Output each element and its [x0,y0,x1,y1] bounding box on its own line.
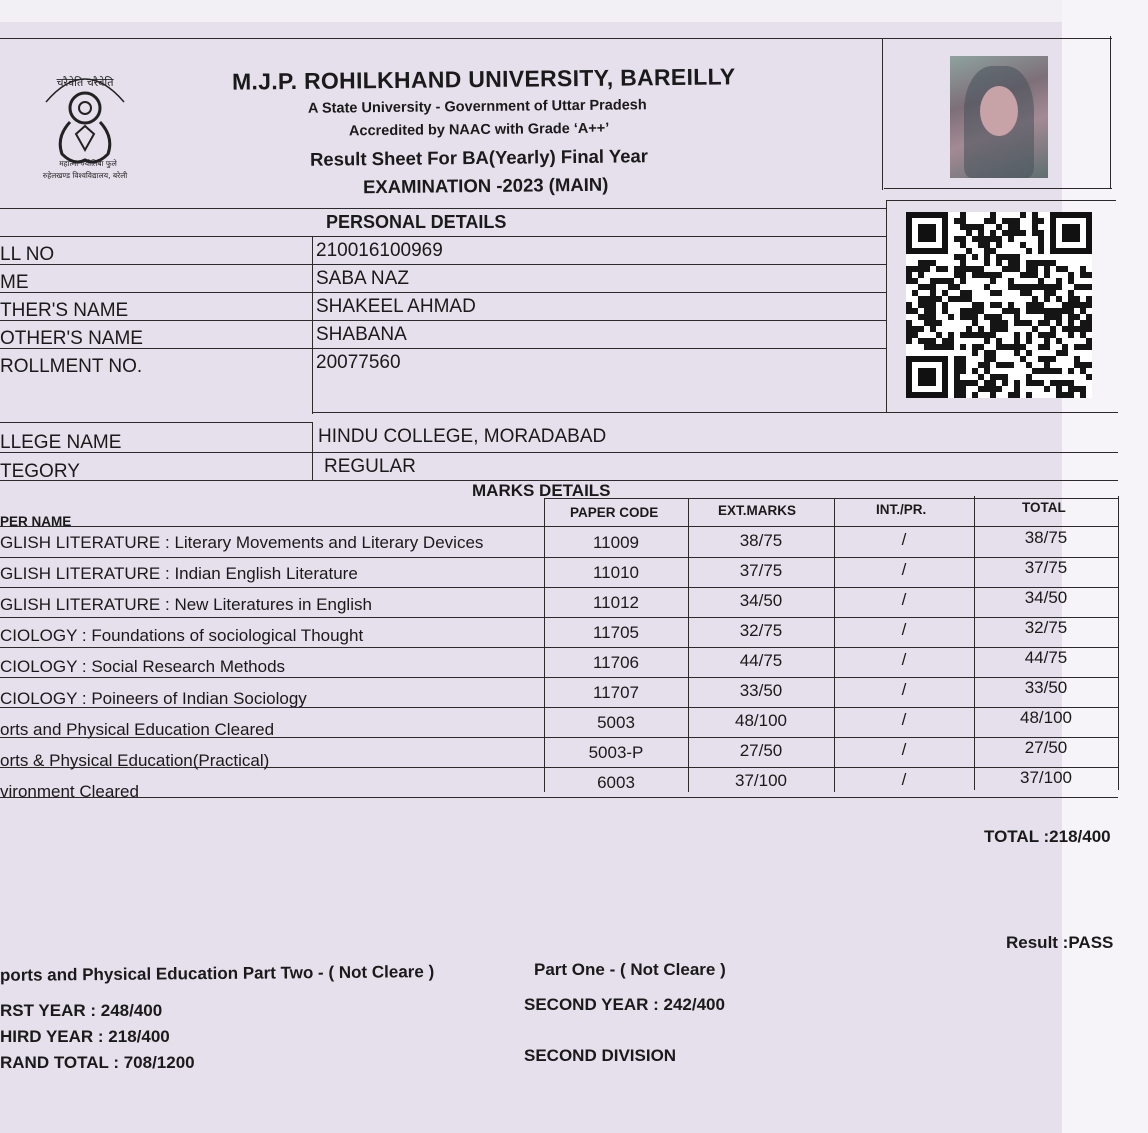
paper-name: GLISH LITERATURE : Indian English Literature [0,564,358,584]
int-pr-marks: / [901,650,907,669]
photo-right-border [1110,36,1111,188]
paper-name: GLISH LITERATURE : Literary Movements and Literary Devices [0,533,484,552]
header-top-border [0,38,1112,39]
ext-marks-header: EXT.MARKS [718,503,797,518]
int-pr-header: INT./PR. [876,502,927,517]
ext-marks: 37/100 [735,771,787,790]
marks-row-divider [0,797,1118,798]
row-divider [0,292,886,293]
qr-top-border [886,200,1116,201]
name-value: SABA NAZ [316,268,409,289]
college-name-label: LLEGE NAME [0,432,122,453]
accreditation: Accredited by NAAC with Grade ‘A++’ [348,120,610,140]
marks-row-divider [0,767,1118,768]
qr-left-border [886,200,887,412]
name-label: ME [0,272,29,293]
row-divider [312,412,1118,413]
row-divider [0,236,886,237]
ext-marks: 38/75 [739,531,783,550]
paper-name: CIOLOGY : Social Research Methods [0,657,286,677]
marks-row-divider [0,587,1118,588]
paper-code-header: PAPER CODE [570,505,659,520]
marks-row-divider [0,707,1118,708]
marks-row-divider [0,617,1118,618]
column-divider [1118,496,1119,790]
int-pr-marks: / [901,560,907,579]
photo-left-border [882,38,883,190]
verification-qr-code [906,212,1092,398]
marks-row-divider [0,677,1118,678]
ext-marks: 34/50 [739,591,783,610]
paper-name: CIOLOGY : Poineers of Indian Sociology [0,688,307,708]
university-logo-icon [26,62,144,184]
marks-details-title: MARKS DETAILS [472,481,611,500]
total-marks: 33/50 [1024,678,1068,697]
enrollment-no-label: ROLLMENT NO. [0,356,143,377]
row-divider [0,348,886,349]
paper-name: orts & Physical Education(Practical) [0,750,270,770]
column-divider [312,422,313,480]
marks-row-divider [0,737,1118,738]
result-sheet-title: Result Sheet For BA(Yearly) Final Year [309,145,649,170]
father-name-label: THER'S NAME [0,300,129,321]
paper-code: 11705 [592,623,639,642]
row-divider [0,320,886,321]
row-divider [0,264,886,265]
paper-code: 11707 [592,683,639,702]
roll-no-label: LL NO [0,244,55,265]
paper-code: 11012 [592,593,639,612]
int-pr-marks: / [901,740,907,759]
roll-no-value: 210016100969 [316,240,443,261]
enrollment-no-value: 20077560 [316,352,401,373]
paper-code: 11009 [592,533,639,552]
university-name: M.J.P. ROHILKHAND UNIVERSITY, BAREILLY [231,63,736,95]
college-name-value: HINDU COLLEGE, MORADABAD [318,426,607,447]
paper-name: CIOLOGY : Foundations of sociological Thought [0,626,364,646]
logo-motto: चरैवेति चरैवेति [56,76,114,89]
int-pr-marks: / [901,590,907,609]
examination-title: EXAMINATION -2023 (MAIN) [362,173,609,198]
row-divider [0,422,312,423]
photo-bottom-border [884,188,1112,189]
paper-name: orts and Physical Education Cleared [0,719,275,739]
mother-name-value: SHABANA [316,324,407,345]
int-pr-marks: / [901,680,907,699]
row-divider [0,452,1118,453]
total-marks: 37/75 [1024,558,1068,577]
row-divider [544,498,1118,499]
total-header: TOTAL [1022,500,1066,515]
paper-code: 11010 [592,563,639,582]
paper-code: 5003 [597,713,635,732]
logo-caption-2: रुहेलखण्ड विश्वविद्यालय, बरेली [42,171,128,180]
paper-name: vironment Cleared [0,781,139,801]
ext-marks: 37/75 [739,561,783,580]
scan-top-margin [0,0,1148,22]
university-status: A State University - Government of Uttar Pradesh [307,97,647,117]
division: SECOND DIVISION [524,1046,677,1065]
first-year-marks: RST YEAR : 248/400 [0,1001,163,1020]
row-divider [0,526,1118,527]
total-marks: 27/50 [1024,738,1068,757]
paper-name-header: PER NAME [0,514,72,529]
total-marks: 32/75 [1024,618,1068,637]
logo-caption-1: महात्मा ज्योतिबा फुले [59,159,117,168]
mother-name-label: OTHER'S NAME [0,328,143,349]
personal-top-border [0,208,886,209]
total-marks: 44/75 [1024,648,1068,667]
ext-marks: 48/100 [735,711,787,730]
marks-row-divider [0,647,1118,648]
personal-details-title: PERSONAL DETAILS [326,212,507,232]
third-year-marks: HIRD YEAR : 218/400 [0,1027,170,1046]
int-pr-marks: / [901,770,907,789]
ext-marks: 27/50 [739,741,783,760]
part-one-status: Part One - ( Not Cleare ) [534,960,726,979]
grand-total: RAND TOTAL : 708/1200 [0,1053,195,1072]
ext-marks: 33/50 [739,681,783,700]
personal-column-divider [312,236,313,414]
ext-marks: 44/75 [739,651,783,670]
paper-code: 6003 [597,773,635,792]
total-marks: 37/100 [1020,768,1072,787]
total-marks: 38/75 [1024,528,1068,547]
year-total: TOTAL :218/400 [984,827,1111,846]
paper-name: GLISH LITERATURE : New Literatures in English [0,595,372,615]
total-marks: 48/100 [1020,708,1072,727]
total-marks: 34/50 [1024,588,1068,607]
int-pr-marks: / [901,620,907,639]
paper-code: 5003-P [588,743,644,762]
category-label: TEGORY [0,461,80,482]
ext-marks: 32/75 [739,621,783,640]
sports-part-two-status: ports and Physical Education Part Two - ( Not Cleare ) [0,962,435,985]
student-photo [950,56,1048,178]
category-value: REGULAR [324,456,416,477]
int-pr-marks: / [901,710,907,729]
second-year-marks: SECOND YEAR : 242/400 [524,995,725,1014]
paper-code: 11706 [592,653,639,672]
result-status: Result :PASS [1006,933,1114,952]
father-name-value: SHAKEEL AHMAD [316,296,476,317]
int-pr-marks: / [901,530,907,549]
marks-row-divider [0,557,1118,558]
